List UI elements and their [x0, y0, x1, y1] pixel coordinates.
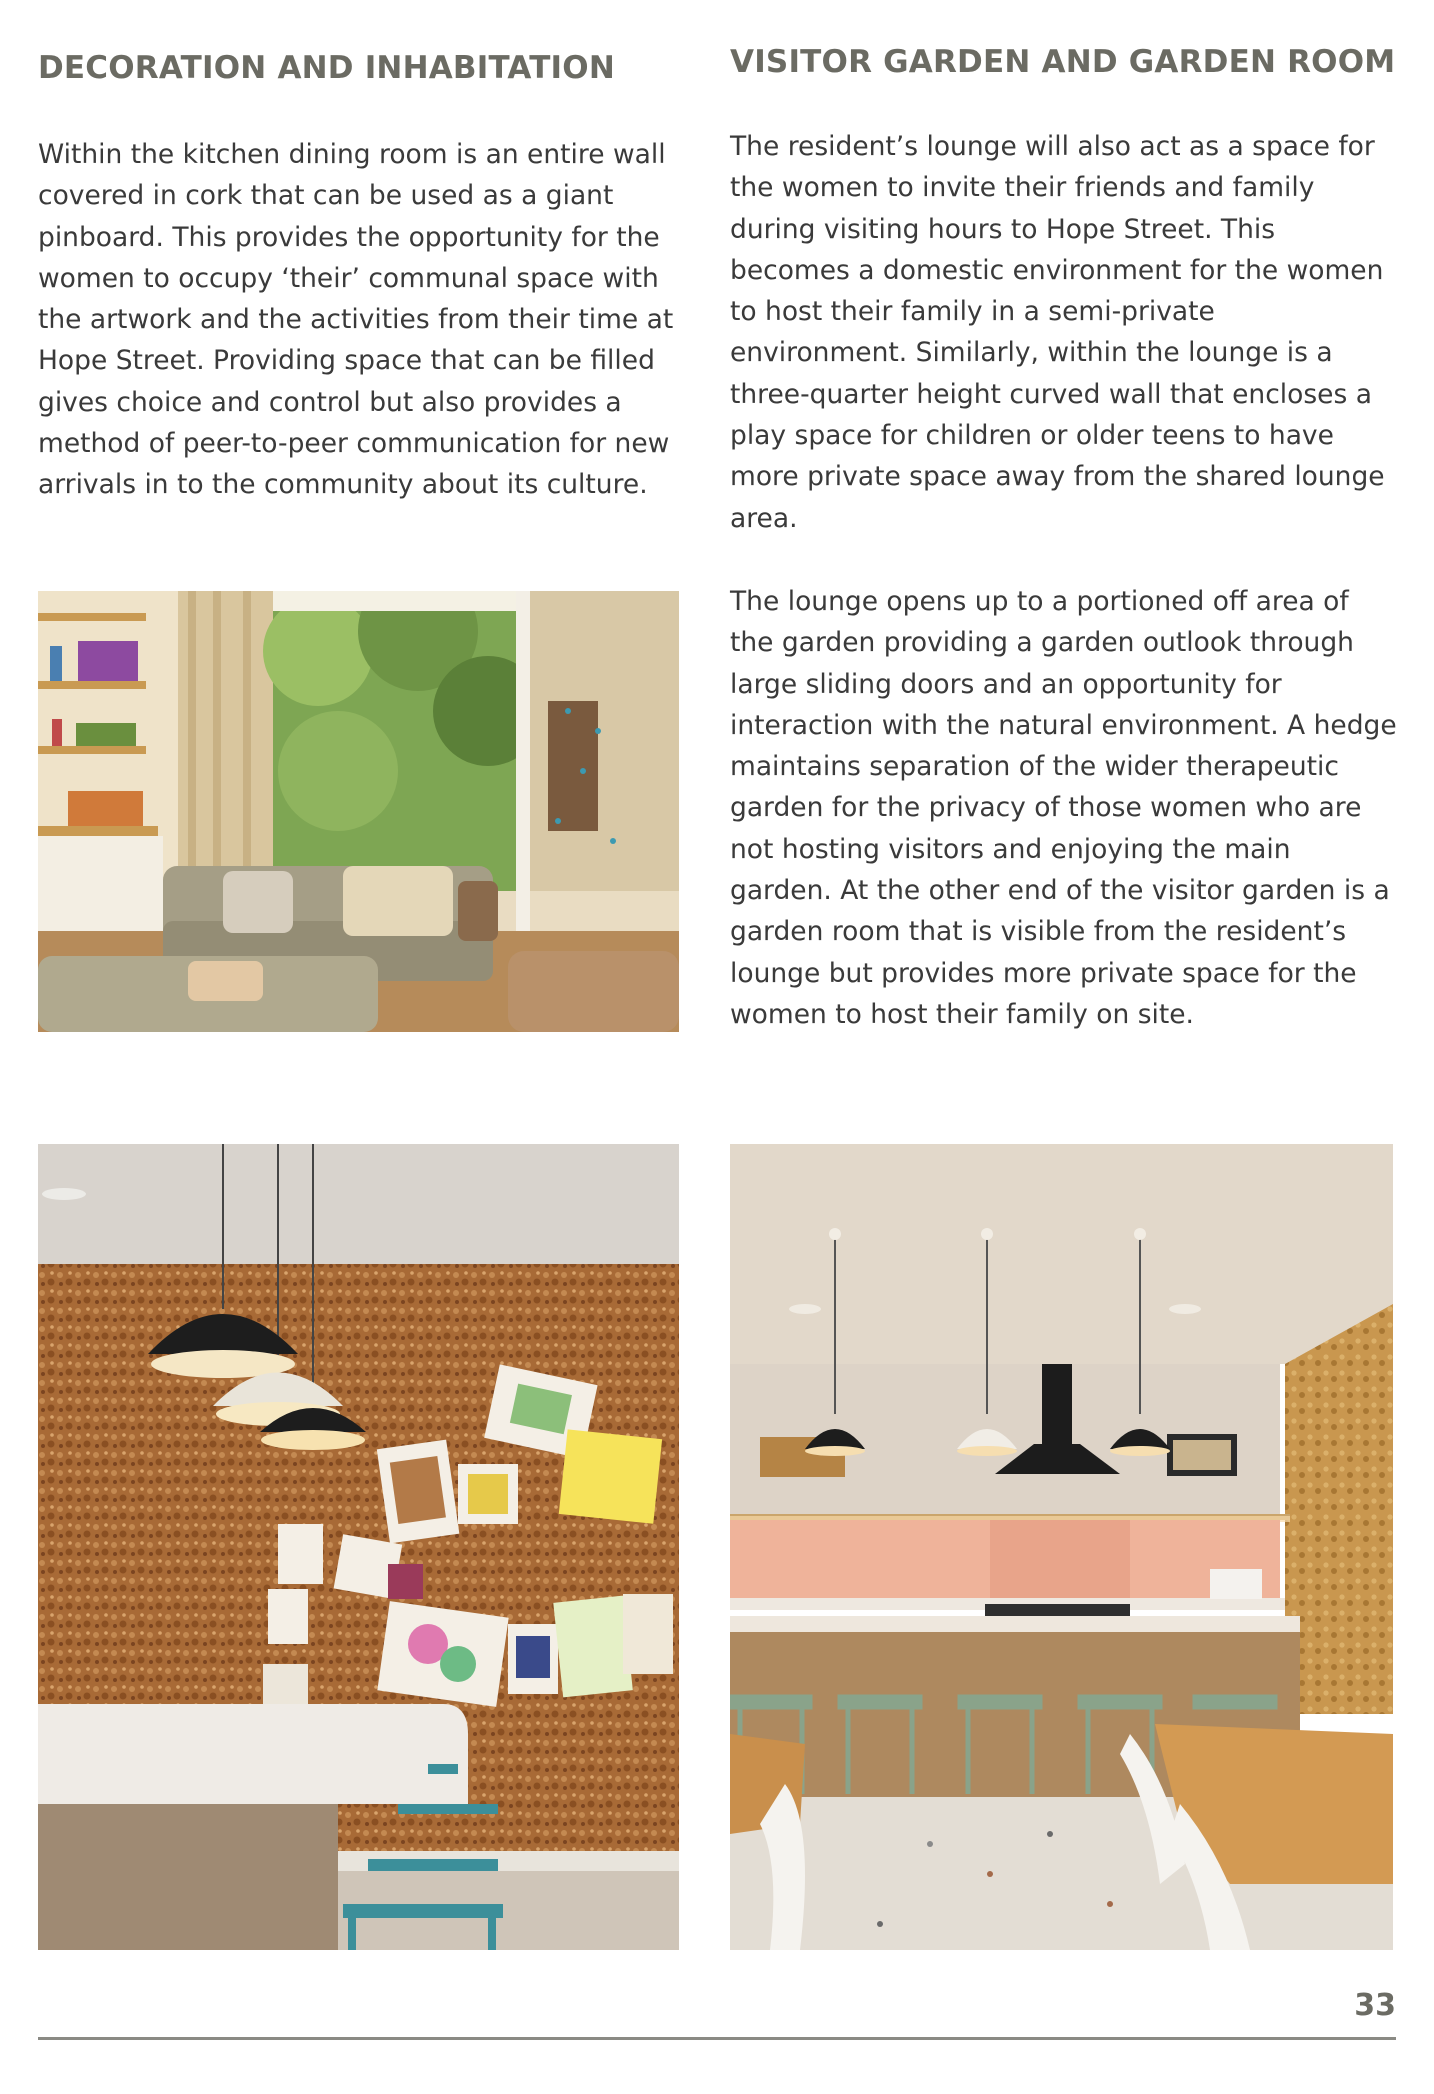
decoration-paragraph: Within the kitchen dining room is an entire wall covered in cork that can be used as a giant pinboard. This provides the opportunity for the women to occupy ‘their’ communal space with the artwork and the activities from their time at Hope Street. Providing space that can be filled gives choice and control but also provides a method of peer-to-peer communication for new arrivals in to the community about its culture.: [38, 139, 674, 501]
cork-wall-photo: [38, 1144, 679, 1950]
lounge-photo-illustration: [38, 591, 679, 1032]
visitor-garden-paragraph-2: The lounge opens up to a portioned off area of the garden providing a garden outlook through large sliding doors and an opportunity for interaction with the natural environment. A hedge maintains separation of the wider therapeutic garden for the privacy of those women who are not hosting visitors and enjoying the main garden. At the other end of the visitor garden is a garden room that is visible from the resident’s lounge but provides more private space for the women to host their family on site.: [730, 586, 1397, 1030]
page-number: 33: [1354, 1988, 1396, 2023]
cork-wall-illustration: [38, 1144, 679, 1950]
section-heading-visitor-garden: VISITOR GARDEN AND GARDEN ROOM: [730, 44, 1396, 80]
footer-divider: [38, 2037, 1396, 2040]
lounge-photo: [38, 591, 679, 1032]
kitchen-illustration: [730, 1144, 1393, 1950]
section-heading-decoration: DECORATION AND INHABITATION: [38, 50, 615, 86]
visitor-garden-paragraph-1: The resident’s lounge will also act as a space for the women to invite their friends and family during visiting hours to Hope Street. This becomes a domestic environment for the women to host their family in a semi-private environment. Similarly, within the lounge is a three-quarter height curved wall that encloses a play space for children or older teens to have more private space away from the shared lounge area.: [730, 131, 1385, 534]
kitchen-photo: [730, 1144, 1393, 1950]
